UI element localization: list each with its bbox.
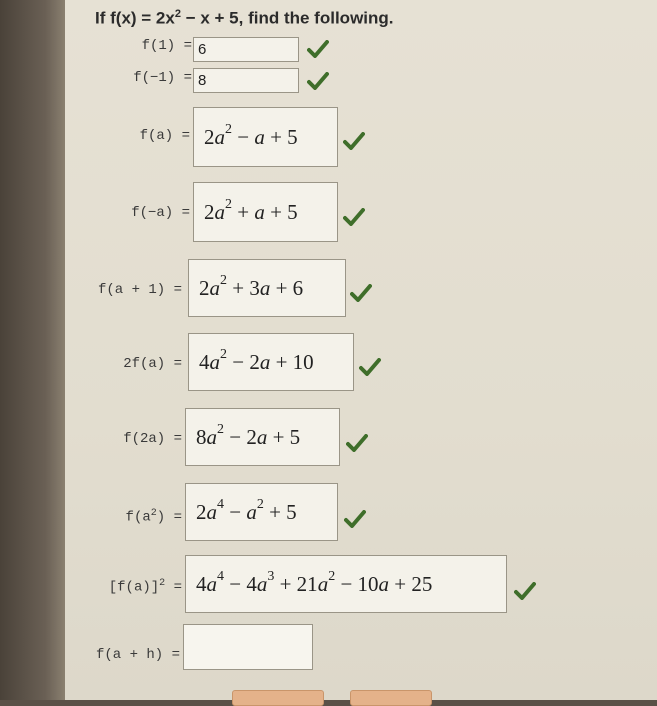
label-f-a-squared-whole: $[f(a)]^2$ = bbox=[108, 578, 182, 596]
check-icon bbox=[350, 284, 372, 302]
answer-input-f-a-plus-1[interactable] bbox=[188, 259, 346, 317]
submit-button-partial[interactable] bbox=[232, 690, 324, 706]
answer-input-f-a-squared[interactable] bbox=[185, 483, 338, 541]
label-f-minus-a: f(−a) = bbox=[131, 205, 190, 221]
label-2f-a: 2f(a) = bbox=[123, 356, 182, 372]
question-prompt: If $f(x) = 2x^2 - x + 5$, find the following. bbox=[95, 8, 394, 28]
label-f-a-plus-1: f(a + 1) = bbox=[97, 282, 182, 298]
label-f-2a: f(2a) = bbox=[123, 431, 182, 447]
answer-f-a-plus-1: $2a^2 + 3a + 6$ bbox=[199, 272, 304, 300]
label-f-1: f(1) = bbox=[141, 38, 192, 54]
check-icon bbox=[343, 208, 365, 226]
check-icon bbox=[343, 132, 365, 150]
check-icon bbox=[307, 72, 329, 90]
answer-input-f-minus-a[interactable] bbox=[193, 182, 338, 242]
answer-f-a: $2a^2 - a + 5$ bbox=[204, 121, 298, 149]
answer-f-2a: $8a^2 - 2a + 5$ bbox=[196, 421, 301, 449]
check-icon bbox=[344, 510, 366, 528]
answer-input-f-minus-1[interactable]: 8 bbox=[193, 68, 299, 93]
answer-2f-a: $4a^2 - 2a + 10$ bbox=[199, 346, 314, 374]
answer-input-f-a[interactable] bbox=[193, 107, 338, 167]
check-icon bbox=[359, 358, 381, 376]
label-f-a-squared: $f(a^2)$ = bbox=[125, 508, 182, 526]
check-icon bbox=[514, 582, 536, 600]
answer-input-f-1[interactable]: 6 bbox=[193, 37, 299, 62]
secondary-button-partial[interactable] bbox=[350, 690, 432, 706]
photo-edge-shadow bbox=[0, 0, 65, 700]
answer-input-f-2a[interactable] bbox=[185, 408, 340, 466]
answer-input-2f-a[interactable] bbox=[188, 333, 354, 391]
label-f-a-plus-h: f(a + h) = bbox=[95, 647, 180, 663]
answer-input-f-a-plus-h[interactable] bbox=[183, 624, 313, 670]
check-icon bbox=[307, 40, 329, 58]
label-f-minus-1: f(−1) = bbox=[133, 70, 192, 86]
answer-f-a-squared-whole: $4a^4 - 4a^3 + 21a^2 - 10a + 25$ bbox=[196, 568, 433, 596]
label-f-a: f(a) = bbox=[139, 128, 190, 144]
answer-input-f-a-squared-whole[interactable] bbox=[185, 555, 507, 613]
answer-f-a-squared: $2a^4 - a^2 + 5$ bbox=[196, 496, 297, 524]
check-icon bbox=[346, 434, 368, 452]
answer-f-minus-a: $2a^2 + a + 5$ bbox=[204, 196, 298, 224]
